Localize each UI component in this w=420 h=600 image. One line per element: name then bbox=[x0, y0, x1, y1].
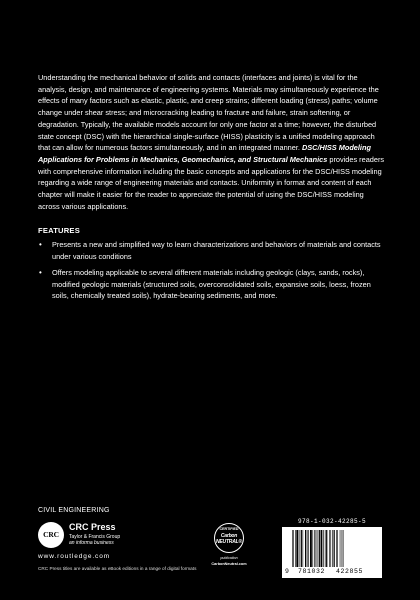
carbon-neutral-logo bbox=[208, 523, 250, 569]
publisher-business: an informa business bbox=[69, 540, 114, 546]
feature-item bbox=[38, 239, 386, 262]
carbon-neutral-badge-icon bbox=[214, 523, 244, 553]
bullet-icon: • bbox=[39, 267, 42, 277]
barcode-leading-digit: 9 bbox=[285, 568, 289, 575]
barcode-group-1: 781032 bbox=[298, 568, 326, 575]
barcode-area bbox=[282, 518, 382, 578]
barcode-digits bbox=[282, 568, 382, 577]
feature-item bbox=[38, 267, 386, 302]
publisher-group: Taylor & Francis Group bbox=[69, 534, 121, 540]
crc-logo-text: CRC bbox=[43, 530, 59, 539]
publisher-name: CRC Press bbox=[69, 522, 116, 532]
barcode-bars-icon bbox=[292, 530, 372, 570]
carbon-certified-label: CERTIFIED bbox=[219, 527, 239, 531]
book-title-inline: DSC/HISS Modeling Applications for Problems in Mechanics, Geomechanics, and Structural Mechanics bbox=[38, 143, 371, 164]
book-description bbox=[38, 72, 386, 212]
description-part-2: provides readers with comprehensive information including the basic concepts and applications for the DSC/HISS modeling regarding a wide range of engineering materials and contacts. Uniformity in format and content of each chapter will make it easier for the reader to appreciate the potential of using the DSC/HISS modeling across various applications. bbox=[38, 154, 385, 211]
crc-logo-icon bbox=[38, 522, 64, 548]
carbon-publication-label: publication bbox=[220, 556, 238, 560]
barcode bbox=[282, 527, 382, 578]
description-part-1: Understanding the mechanical behavior of solids and contacts (interfaces and joints) is vital for the analysis, design, and maintenance of engineering systems. Materials may simultaneously experience the effects of many factors such as elastic, plastic, and creep strains; different loading (stress) paths; volume change under shear stress; and microcracking leading to fracture and failure, strain softening, or degradation. Typically, the available models account for only one factor at a time; however, the disturbed state concept (DSC) with the hierarchical single-surface (HISS) plasticity is a unified modeling approach that can allow for numerous factors simultaneously, and in an integrated manner. bbox=[38, 73, 379, 153]
ebook-note: CRC Press titles are available as eBook editions in a range of digital formats bbox=[38, 566, 197, 571]
features-list bbox=[38, 239, 386, 302]
carbon-label: Carbon bbox=[220, 533, 238, 539]
subject-category: CIVIL ENGINEERING bbox=[38, 507, 110, 514]
barcode-group-2: 422855 bbox=[336, 568, 364, 575]
publisher-block bbox=[38, 522, 188, 562]
feature-text: Offers modeling applicable to several different materials including geologic (clays, sands, rocks), modified geologic materials (structured soils, overconsolidated soils, expansive soils, loess, frozen soils, chemically treated soils), hydrate-bearing sediments, and more. bbox=[52, 267, 371, 301]
feature-text: Presents a new and simplified way to learn characterizations and behaviors of materials and contacts under various conditions bbox=[52, 240, 381, 262]
features-heading: FEATURES bbox=[38, 226, 80, 236]
isbn-number: 978-1-032-42285-5 bbox=[297, 518, 366, 525]
back-cover-text bbox=[38, 72, 386, 306]
publisher-url[interactable]: www.routledge.com bbox=[38, 553, 111, 560]
bullet-icon: • bbox=[39, 240, 42, 250]
neutral-label: NEUTRAL® bbox=[216, 539, 242, 545]
carbon-url: CarbonNeutral.com bbox=[211, 562, 247, 566]
